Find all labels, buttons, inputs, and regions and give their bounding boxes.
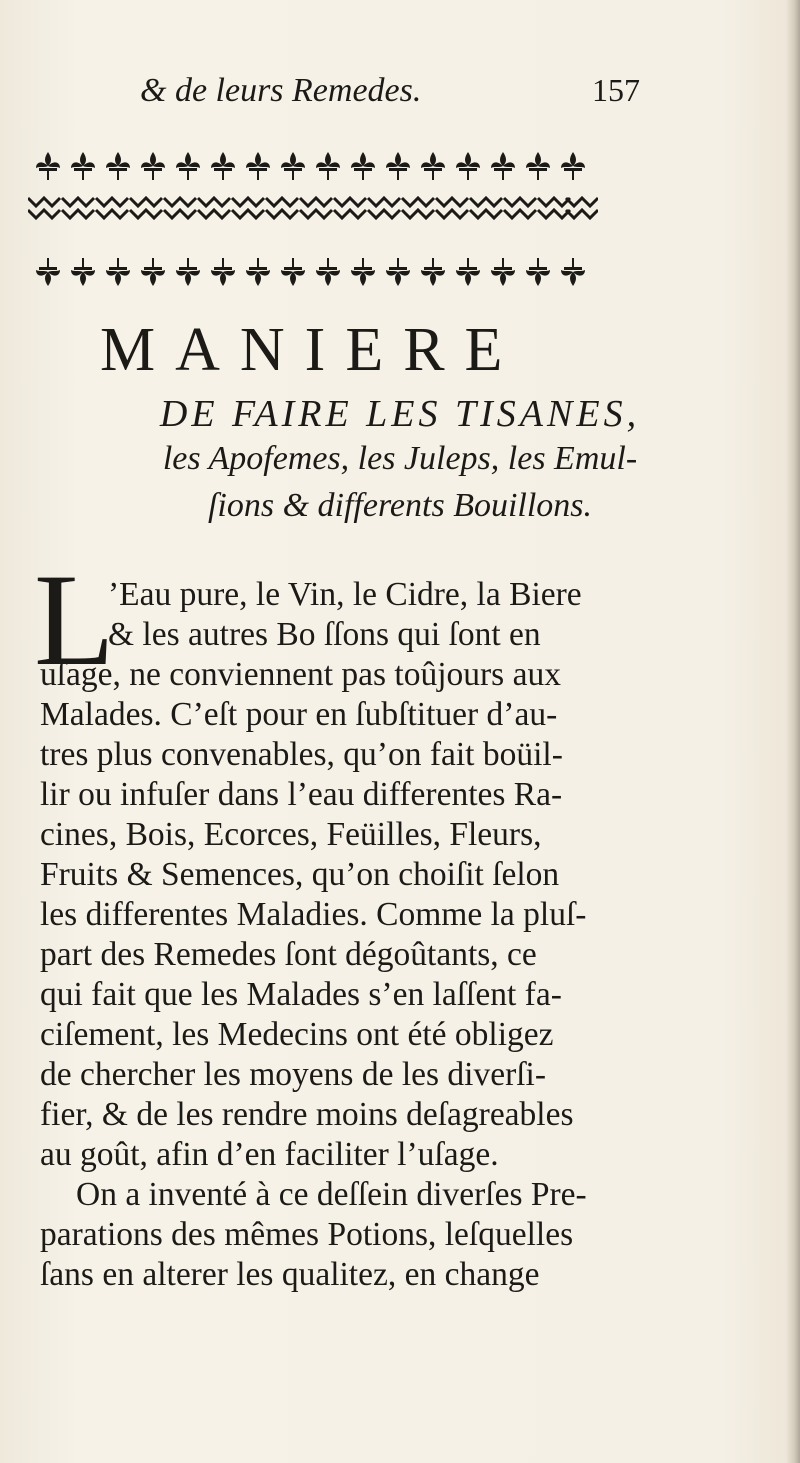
running-head-text: & de leurs Remedes.: [140, 72, 422, 109]
subtitle-line-2: les Apofemes, les Juleps, les Emul-: [162, 440, 638, 477]
text-line: lir ou infuſer dans l’eau differentes Ra-: [40, 776, 563, 813]
text-line: qui fait que les Malades s’en laſſent fa-: [40, 976, 562, 1013]
text-line: part des Remedes ſont dégoûtants, ce: [40, 936, 537, 973]
drop-cap: L: [34, 546, 115, 693]
fleuron-band-icon: [28, 136, 598, 296]
text-line: tres plus convenables, qu’on fait boüil-: [40, 736, 563, 773]
text-line: ſans en alterer les qualitez, en change: [40, 1256, 540, 1293]
text-line: de chercher les moyens de les diverſi-: [40, 1056, 547, 1093]
text-line: les differentes Maladies. Comme la pluſ-: [40, 896, 587, 933]
text-line: On a inventé à ce deſſein diverſes Pre-: [76, 1176, 587, 1213]
subtitle-line-3: ſions & differents Bouillons.: [207, 487, 593, 524]
text-line: uſage, ne conviennent pas toûjours aux: [40, 656, 561, 693]
text-line: Malades. C’eſt pour en ſubſtituer d’au-: [40, 696, 558, 733]
page-edge-shadow: [786, 0, 800, 1463]
running-head: [140, 72, 640, 112]
subtitle-line-1: DE FAIRE LES TISANES,: [159, 393, 641, 435]
text-line: au goût, afin d’en faciliter l’uſage.: [40, 1136, 499, 1173]
chapter-title: MANIERE: [100, 316, 523, 384]
text-line: ’Eau pure, le Vin, le Cidre, la Biere: [108, 576, 582, 613]
text-line: Fruits & Semences, qu’on choiſit ſelon: [40, 856, 560, 893]
page-number: 157: [592, 72, 640, 108]
text-line: parations des mêmes Potions, leſquelles: [40, 1216, 574, 1253]
text-line: cines, Bois, Ecorces, Feüilles, Fleurs,: [40, 816, 542, 853]
text-line: ciſement, les Medecins ont été obligez: [40, 1016, 554, 1053]
text-line: & les autres Bo ſſons qui ſont en: [108, 616, 541, 653]
text-line: fier, & de les rendre moins deſagreables: [40, 1096, 574, 1133]
